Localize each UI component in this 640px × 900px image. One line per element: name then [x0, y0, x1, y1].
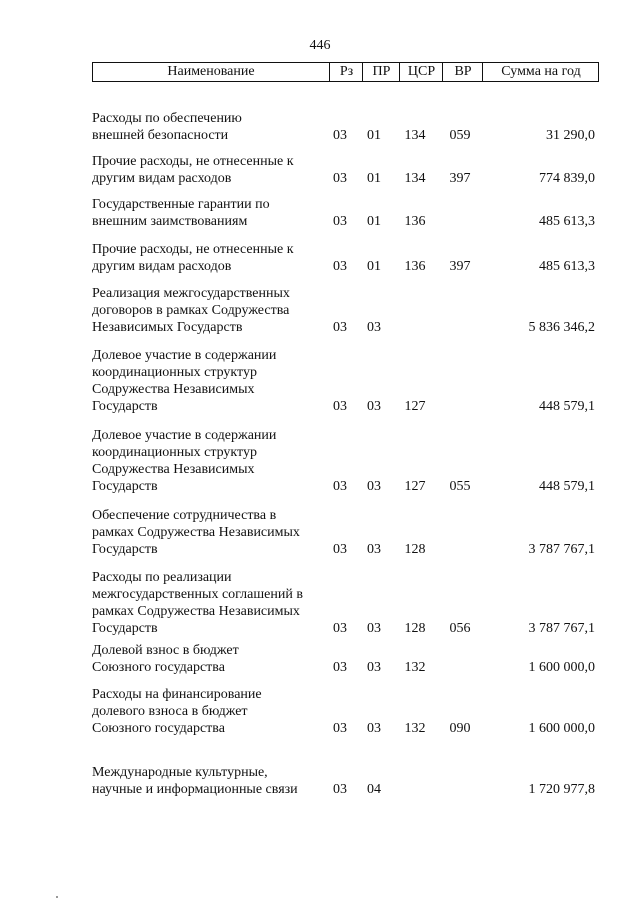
table-row	[0, 764, 640, 798]
table-row	[0, 285, 640, 336]
row-name: Долевой взнос в бюджет Союзного государства	[92, 643, 239, 675]
table-header	[92, 62, 599, 82]
row-sum: 485 613,3	[539, 259, 595, 274]
row-rz: 03	[333, 214, 347, 229]
table-row	[0, 241, 640, 275]
row-vr: 397	[449, 171, 471, 186]
row-rz: 03	[333, 721, 347, 736]
table-row	[0, 196, 640, 230]
row-rz: 03	[333, 660, 347, 675]
row-sum: 448 579,1	[539, 479, 595, 494]
row-pr: 03	[367, 542, 381, 557]
row-rz: 03	[333, 782, 347, 797]
row-vr: 055	[449, 479, 471, 494]
row-rz: 03	[333, 399, 347, 414]
header-vr: ВР	[442, 63, 483, 81]
row-csr: 136	[404, 214, 426, 229]
row-rz: 03	[333, 259, 347, 274]
row-sum: 485 613,3	[539, 214, 595, 229]
row-vr: 056	[449, 621, 471, 636]
row-sum: 1 600 000,0	[528, 660, 595, 675]
row-csr: 127	[404, 399, 426, 414]
row-sum: 1 720 977,8	[528, 782, 595, 797]
row-vr: 059	[449, 128, 471, 143]
row-sum: 448 579,1	[539, 399, 595, 414]
row-name: Прочие расходы, не отнесенные к другим видам расходов	[92, 154, 294, 186]
row-name: Международные культурные, научные и информационные связи	[92, 765, 298, 797]
row-pr: 03	[367, 621, 381, 636]
row-sum: 1 600 000,0	[528, 721, 595, 736]
header-name: Наименование	[167, 64, 255, 79]
row-csr: 136	[404, 259, 426, 274]
row-pr: 03	[367, 399, 381, 414]
row-pr: 01	[367, 128, 381, 143]
row-name: Долевое участие в содержании координационных структур Содружества Независимых Государств	[92, 428, 277, 494]
row-csr: 134	[404, 171, 426, 186]
row-csr: 134	[404, 128, 426, 143]
row-csr: 127	[404, 479, 426, 494]
header-csr: ЦСР	[399, 63, 443, 81]
row-pr: 01	[367, 259, 381, 274]
table-row	[0, 110, 640, 144]
row-sum: 5 836 346,2	[528, 320, 595, 335]
row-sum: 3 787 767,1	[528, 542, 595, 557]
row-csr: 128	[404, 542, 426, 557]
row-sum: 774 839,0	[539, 171, 595, 186]
header-sum: Сумма на год	[482, 63, 599, 81]
row-rz: 03	[333, 479, 347, 494]
row-pr: 01	[367, 171, 381, 186]
table-row	[0, 347, 640, 415]
row-name: Долевое участие в содержании координационных структур Содружества Независимых Государств	[92, 348, 277, 414]
row-rz: 03	[333, 542, 347, 557]
page-number: 446	[309, 38, 331, 53]
row-pr: 03	[367, 479, 381, 494]
row-name: Расходы на финансирование долевого взноса в бюджет Союзного государства	[92, 687, 262, 736]
table-row	[0, 686, 640, 737]
header-pr: ПР	[362, 63, 400, 81]
scan-speck	[56, 896, 58, 898]
table-row	[0, 427, 640, 495]
table-row	[0, 507, 640, 558]
row-vr: 090	[449, 721, 471, 736]
row-rz: 03	[333, 320, 347, 335]
row-csr: 132	[404, 660, 426, 675]
row-pr: 03	[367, 660, 381, 675]
row-pr: 01	[367, 214, 381, 229]
row-rz: 03	[333, 171, 347, 186]
row-rz: 03	[333, 621, 347, 636]
header-rz: Рз	[329, 63, 363, 81]
table-row	[0, 569, 640, 637]
row-name: Расходы по реализации межгосударственных соглашений в рамках Содружества Независимых Государств	[92, 570, 303, 636]
row-name: Государственные гарантии по внешним заимствованиям	[92, 197, 270, 229]
table-row	[0, 642, 640, 676]
row-rz: 03	[333, 128, 347, 143]
row-sum: 31 290,0	[546, 128, 595, 143]
row-name: Расходы по обеспечению внешней безопасности	[92, 111, 242, 143]
row-pr: 04	[367, 782, 381, 797]
row-sum: 3 787 767,1	[528, 621, 595, 636]
row-pr: 03	[367, 721, 381, 736]
row-name: Реализация межгосударственных договоров в рамках Содружества Независимых Государств	[92, 286, 290, 335]
row-name: Прочие расходы, не отнесенные к другим видам расходов	[92, 242, 294, 274]
row-csr: 128	[404, 621, 426, 636]
row-pr: 03	[367, 320, 381, 335]
row-csr: 132	[404, 721, 426, 736]
table-row	[0, 153, 640, 187]
row-vr: 397	[449, 259, 471, 274]
row-name: Обеспечение сотрудничества в рамках Содружества Независимых Государств	[92, 508, 300, 557]
